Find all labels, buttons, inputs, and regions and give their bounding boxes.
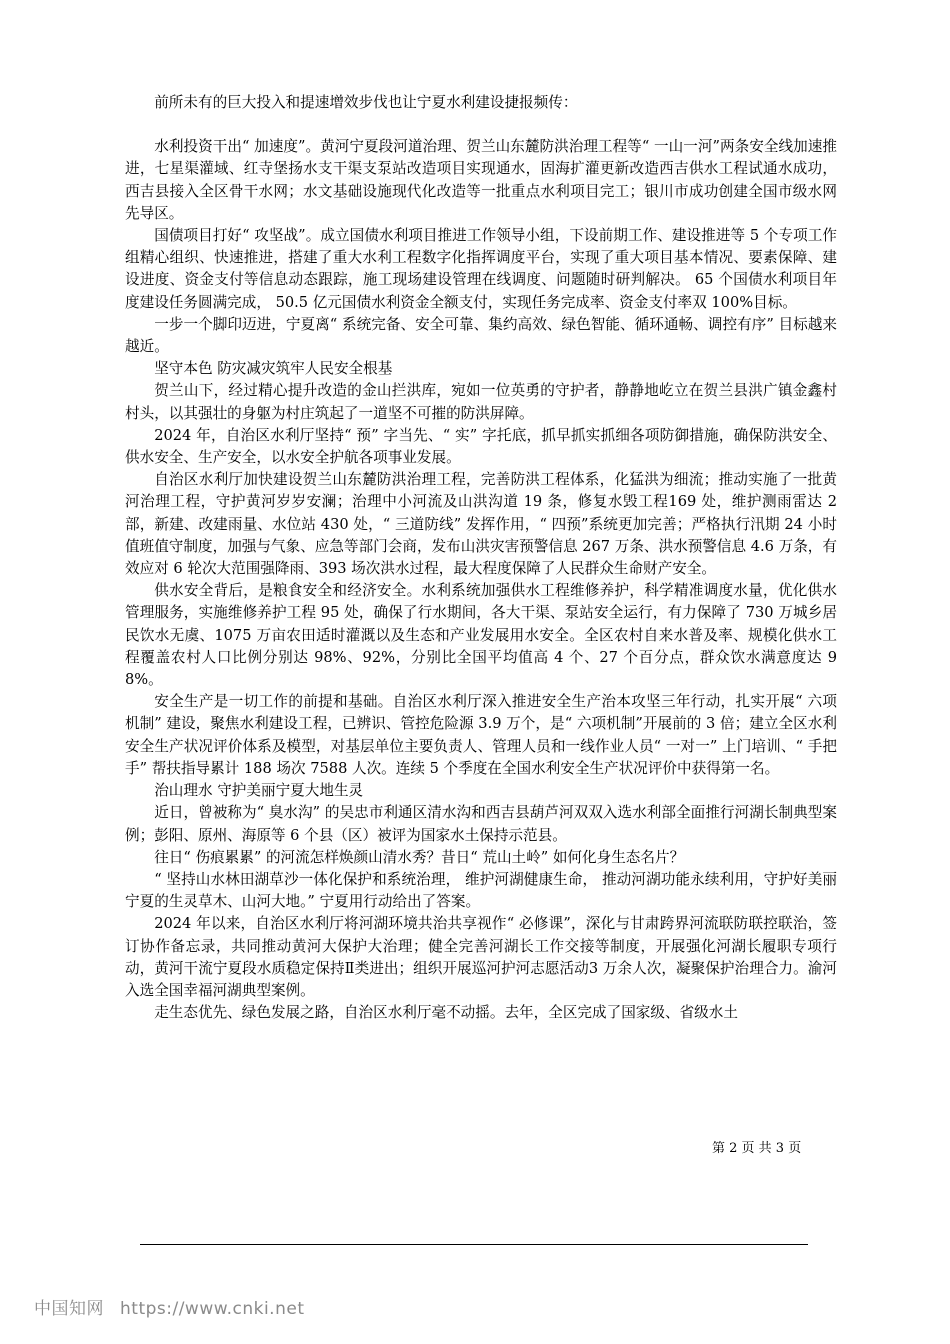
paragraph-2024-defense: 2024 年，自治区水利厅坚持“ 预” 字当先、“ 实” 字托底，抓早抓实抓细各项防御措施，确保防洪安全、供水安全、生产安全，以水安全护航各项事业发展。 [125,426,837,467]
paragraph-water-supply: 供水安全背后，是粮食安全和经济安全。水利系统加强供水工程维修养护，科学精准调度水量，优化供水管理服务，实施维修养护工程 95 处，确保了行水期间，各大干渠、泵站安全运行，有力保障了 730 万城乡居民饮水无虞、1075 万亩农田适时灌溉以及生态和产业发展用水安全。全区农村自来水普及率、规模化供水工程覆盖农村人口比例分别达 98%、92%，分别比全国平均值高 4 个、27 个百分点，群众饮水满意度达 98%。 [125,582,837,689]
paragraph-river-governance: 2024 年以来，自治区水利厅将河湖环境共治共享视作“ 必修课”，深化与甘肃跨界河流联防联控联治，签订协作备忘录，共同推动黄河大保护大治理；健全完善河湖长工作交接等制度，开展强化河湖长履职专项行动，黄河干流宁夏段水质稳定保持Ⅱ类进出；组织开展巡河护河志愿活动3 万余人次，凝聚保护治理合力。渝河入选全国幸福河湖典型案例。 [125,915,837,999]
source-watermark [34,1294,304,1319]
paragraph-production-safety: 安全生产是一切工作的前提和基础。自治区水利厅深入推进安全生产治本攻坚三年行动，扎实开展“ 六项机制” 建设，聚焦水利建设工程，已辨识、管控危险源 3.9 万个，是“ 六项机制”开展前的 3 倍；建立全区水利安全生产状况评价体系及模型，对基层单位主要负责人、管理人员和一线作业人员“ 一对一” 上门培训、“ 手把手” 帮扶指导累计 188 场次 7588 人次。连续 5 个季度在全国水利安全生产状况评价中获得第一名。 [125,693,837,777]
paragraph-questions: 往日“ 伤痕累累” 的河流怎样焕颜山清水秀？昔日“ 荒山土岭” 如何化身生态名片？ [154,848,685,866]
footer-divider [140,1244,808,1245]
paragraph-flood-control: 自治区水利厅加快建设贺兰山东麓防洪治理工程，完善防洪工程体系，化猛洪为细流；推动实施了一批黄河治理工程，守护黄河岁岁安澜；治理中小河流及山洪沟道 19 条，修复水毁工程169 处，维护测雨雷达 2 部，新建、改建雨量、水位站 430 处，“ 三道防线” 发挥作用，“ 四预”系统更加完善；严格执行汛期 24 小时值班值守制度，加强与气象、应急等部门会商，发布山洪灾害预警信息 267 万条、洪水预警信息 4.6 万条，有效应对 6 轮次大范围强降雨、393 场次洪水过程，最大程度保障了人民群众生命财产安全。 [125,471,837,578]
document-body [125,92,837,1024]
paragraph-jinshan-reservoir: 贺兰山下，经过精心提升改造的金山拦洪库，宛如一位英勇的守护者，静静地屹立在贺兰县洪广镇金鑫村村头，以其强壮的身躯为村庄筑起了一道坚不可摧的防洪屏障。 [125,382,837,422]
paragraph-bond-projects: 国债项目打好“ 攻坚战”。成立国债水利项目推进工作领导小组，下设前期工作、建设推进等 5 个专项工作组精心组织、快速推进，搭建了重大水利工程数字化指挥调度平台，实现了重大项目基本情况、要素保障、建设进度、资金支付等信息动态跟踪，施工现场建设管理在线调度、问题随时研判解决。 65 个国债水利项目年度建设任务圆满完成， 50.5 亿元国债水利资金全额支付，实现任务完成率、资金支付率双 100%目标。 [125,227,837,311]
section-heading-disaster-prevention: 坚守本色 防灾减灾筑牢人民安全根基 [154,360,393,378]
watermark-brand: 中国知网 [34,1299,104,1319]
section-heading-ecology: 治山理水 守护美丽宁夏大地生灵 [154,782,364,800]
paragraph-progress: 一步一个脚印迈进，宁夏离“ 系统完备、安全可靠、集约高效、绿色智能、循环通畅、调控有序” 目标越来越近。 [125,315,837,356]
paragraph-intro: 前所未有的巨大投入和提速增效步伐也让宁夏水利建设捷报频传： [154,94,578,111]
paragraph-river-cases: 近日，曾被称为“ 臭水沟” 的吴忠市利通区清水沟和西吉县葫芦河双双入选水利部全面推行河湖长制典型案例；彭阳、原州、海原等 6 个县（区）被评为国家水土保持示范县。 [125,804,837,844]
paragraph-quote: “ 坚持山水林田湖草沙一体化保护和系统治理， 维护河湖健康生命， 推动河湖功能永续利用，守护好美丽宁夏的生灵草木、山河大地。” 宁夏用行动给出了答案。 [125,870,837,911]
paragraph-green-development: 走生态优先、绿色发展之路，自治区水利厅毫不动摇。去年，全区完成了国家级、省级水土 [154,1004,738,1022]
paragraph-investment: 水利投资干出“ 加速度”。黄河宁夏段河道治理、贺兰山东麓防洪治理工程等“ 一山一河”两条安全线加速推进，七星渠灌域、红寺堡扬水支干渠支泵站改造项目实现通水，固海扩灌更新改造西吉供水工程试通水成功，西吉县接入全区骨干水网；水文基础设施现代化改造等一批重点水利项目完工；银川市成功创建全国市级水网先导区。 [125,138,837,222]
page-number: 第 2 页 共 3 页 [712,1141,802,1156]
watermark-url: https://www.cnki.net [120,1299,305,1319]
